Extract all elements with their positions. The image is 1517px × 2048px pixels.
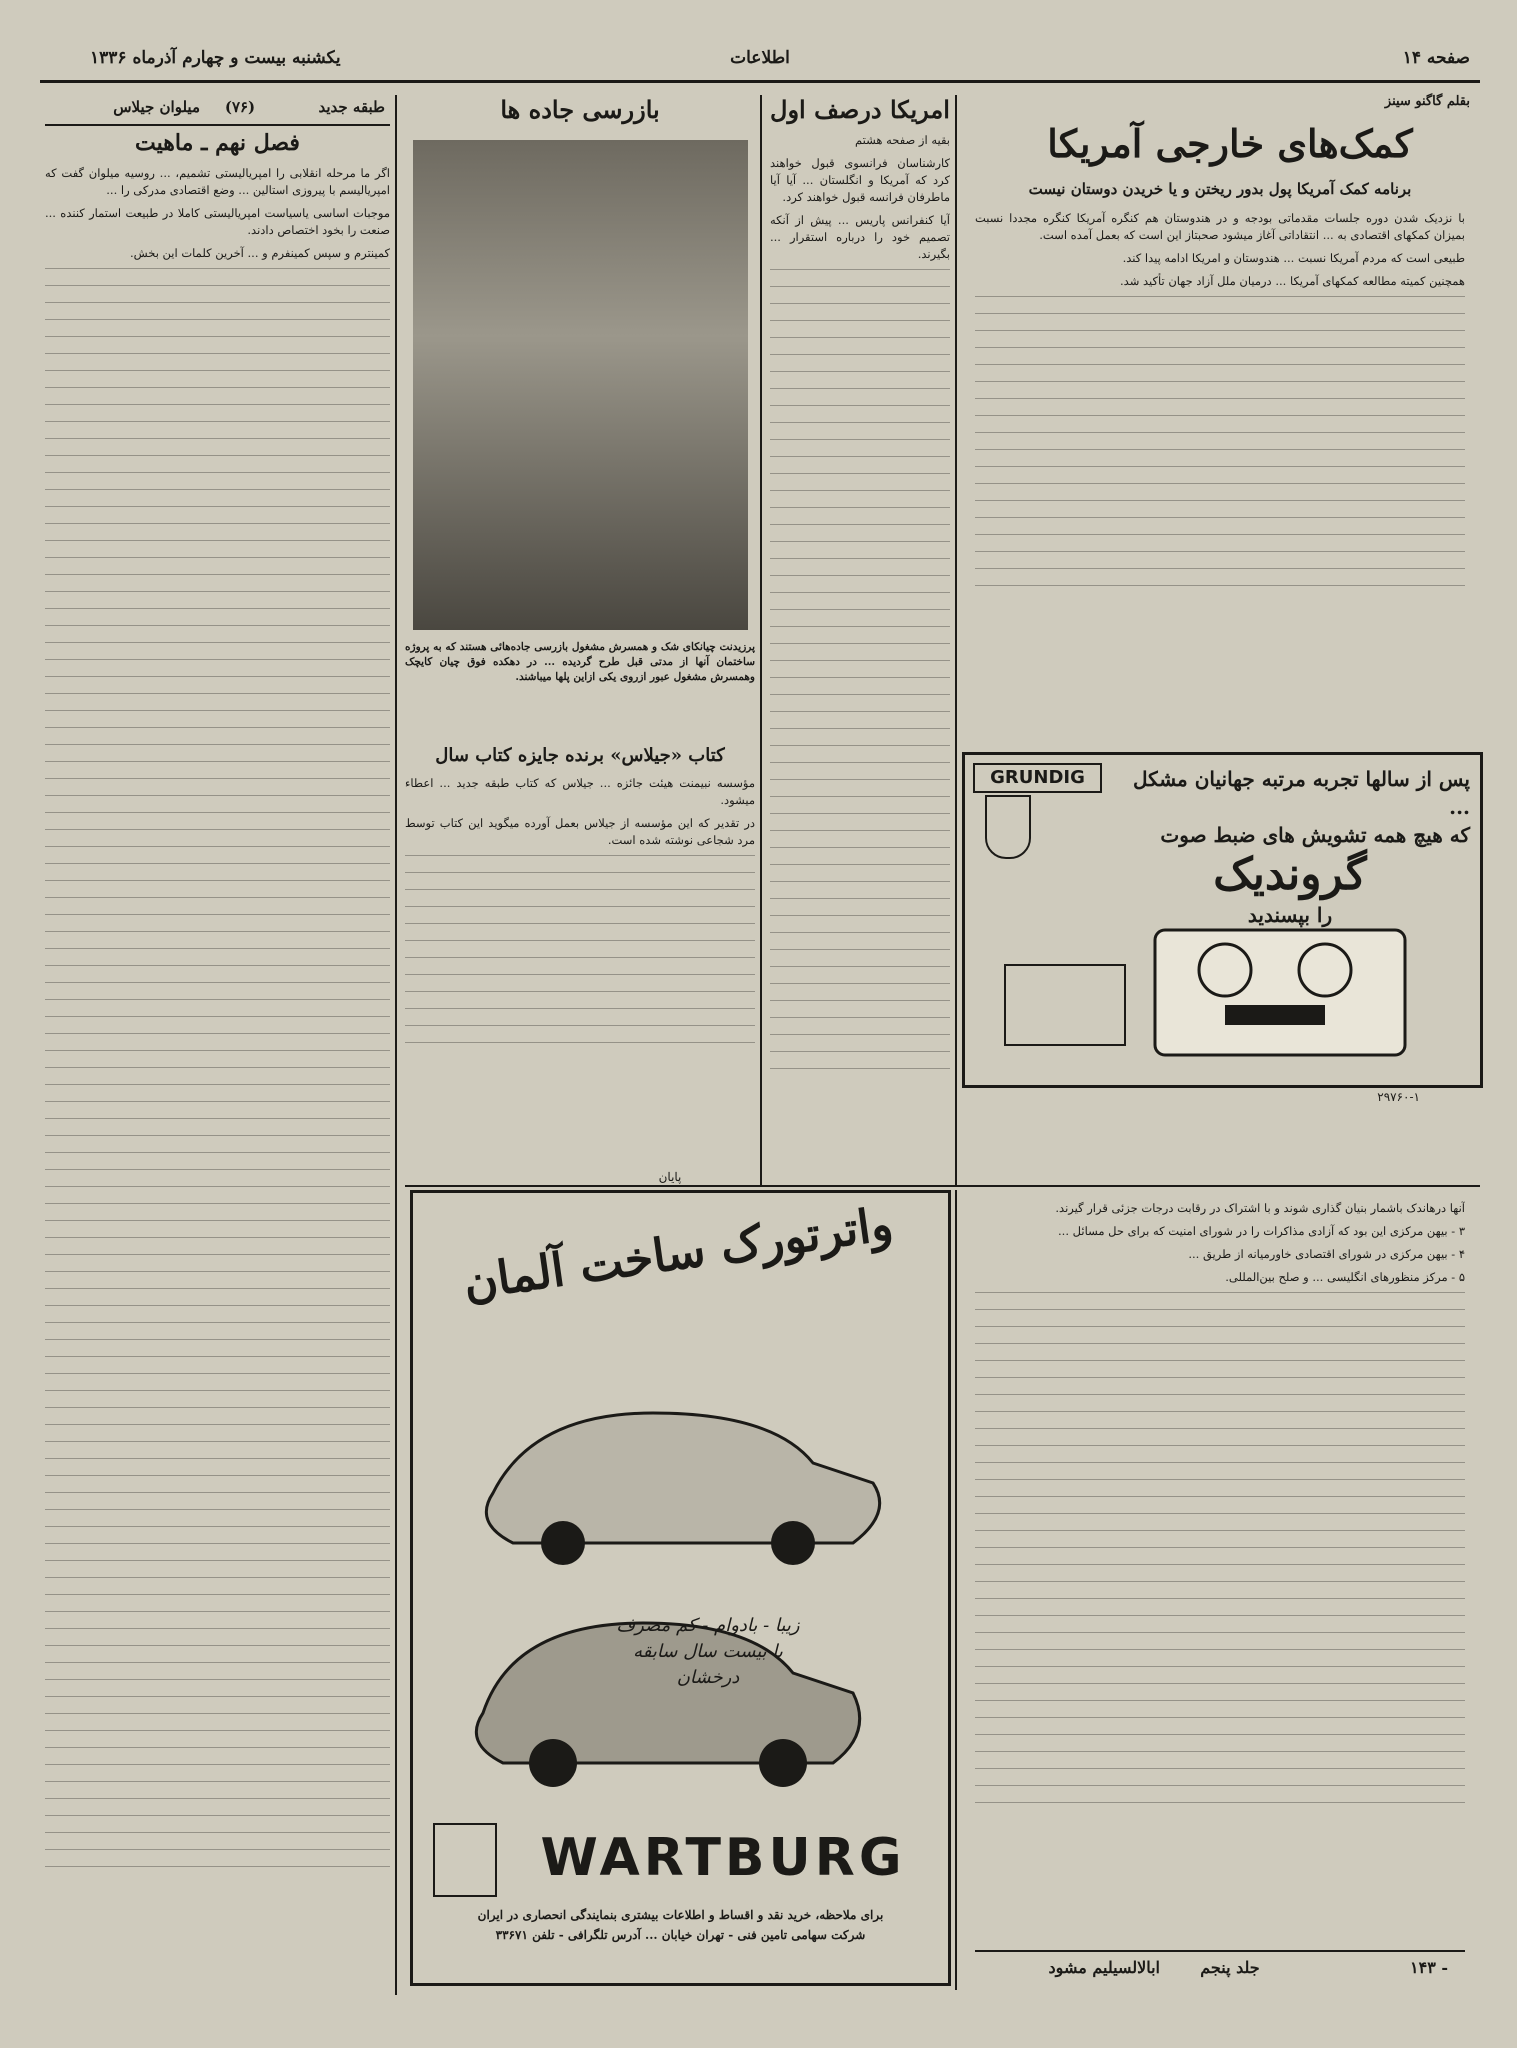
byline: بقلم گاگنو سینز	[1384, 94, 1470, 109]
headline: بازرسی جاده ها	[500, 95, 660, 124]
subheadline: کتاب «جیلاس» برنده جایزه کتاب سال	[435, 745, 725, 766]
paragraph: اگر ما مرحله انقلابی را امپریالیستی تشمیم، ... روسیه میلوان گفت که امپریالیسم با پیروزی استالین ... وضع اقتصادی مدرکی را ...	[45, 166, 390, 197]
text-block	[770, 269, 950, 1069]
ad-headline: واترتورک ساخت آلمان	[460, 1196, 896, 1310]
tagline: زیبا - بادوام - کم مصرف	[616, 1615, 800, 1636]
article-body	[975, 210, 1465, 730]
header-rule	[40, 80, 1480, 83]
photo-caption: پرزیدنت چیانکای شک و همسرش مشغول بازرسی جاده‌هائی هستند که به پروژه ساختمان آنها از مدتی قبل طرح گردیده ... در دهکده فوق چیان کایچک وهمسرش مشغول عبور ازروی یکی ازاین پلها میباشند.	[405, 641, 755, 683]
paragraph: مؤسسه نبیمنت هیئت جائزه ... جیلاس که کتاب طبقه جدید ... اعطاء میشود.	[405, 776, 755, 807]
subheadline: برنامه کمک آمریکا پول بدور ریختن و یا خریدن دوستان نیست	[1028, 180, 1412, 198]
paragraph: آنها درهاندک باشمار بنیان گذاری شوند و با اشتراک در رقابت درجات جزئی قرار گیرند.	[1055, 1201, 1465, 1215]
wartburg-ad	[410, 1190, 951, 1986]
rule	[405, 1185, 1480, 1187]
rule	[45, 124, 390, 126]
author-name: میلوان جیلاس	[113, 98, 200, 116]
lower-right-article	[975, 1200, 1465, 1920]
serial-number: (۷۶)	[224, 98, 256, 116]
ad-line: را بپسندید	[1247, 903, 1333, 927]
paragraph: آیا کنفرانس پاریس ... پیش از آنکه تصمیم خود را درباره استقرار ... بگیرند.	[770, 213, 950, 261]
paragraph: بقیه از صفحه هشتم	[855, 133, 950, 147]
shield-icon	[985, 795, 1031, 859]
article-body	[405, 775, 755, 1175]
paragraph: با نزدیک شدن دوره جلسات مقدماتی بودجه و در هندوستان هم کنگره آمریکا کنگره مجددا نسبت بمیزان کمکهای اقتصادی به ... انتقاداتی آغاز میشود صحبتاز این است که بعمل آمده است.	[975, 211, 1465, 242]
footer-volume: جلد پنجم	[1200, 1958, 1260, 1977]
page-number: صفحه ۱۴	[1402, 48, 1470, 68]
dealer-line: شرکت سهامی تامین فنی - تهران خیابان ... آدرس تلگرافی - تلفن ۳۳۶۷۱	[495, 1928, 866, 1942]
paragraph: کارشناسان فرانسوی قبول خواهند کرد که آمریکا و انگلستان ... آیا آیا ماطرفان فرانسه قبول خواهند کرد.	[770, 156, 950, 204]
car-illustration	[453, 1353, 903, 1813]
brand-logo: GRUNDIG	[973, 763, 1102, 793]
paper-name: اطلاعات	[730, 48, 790, 68]
paragraph: ۳ - بیهن مرکزی این بود که آزادی مذاکرات را در شورای امنیت که برای حل مسائل ...	[1058, 1224, 1465, 1238]
text-block	[975, 1292, 1465, 1812]
ad-line: که هیچ همه تشویش های ضبط صوت	[1160, 823, 1470, 847]
text-block	[45, 268, 390, 1868]
headline: کمک‌های خارجی آمریکا	[1047, 121, 1413, 166]
column-rule	[955, 1190, 957, 1990]
paragraph: همچنین کمیته مطالعه کمکهای آمریکا ... درمیان ملل آزاد جهان تأکید شد.	[1120, 274, 1465, 288]
section-name: طبقه جدید	[318, 98, 385, 116]
castle-icon	[433, 1823, 497, 1897]
footer-title: ابالالسیلیم مشود	[1048, 1958, 1160, 1977]
tagline: با بیست سال سابقه درخشان	[633, 1641, 783, 1688]
paragraph: طبیعی است که مردم آمریکا نسبت ... هندوستان و امریکا ادامه پیدا کند.	[1122, 251, 1465, 265]
paragraph: ۵ - مرکز منظورهای انگلیسی ... و صلح بین‌المللی.	[1225, 1270, 1465, 1284]
tape-recorder-illustration	[985, 895, 1455, 1070]
text-block	[405, 855, 755, 1055]
article-body	[770, 132, 950, 1172]
text-block	[975, 296, 1465, 596]
column-rule	[955, 95, 957, 1185]
paragraph: ۴ - بیهن مرکزی در شورای اقتصادی خاورمیانه از طریق ...	[1188, 1247, 1465, 1261]
brand-name: گروندیک	[1213, 849, 1367, 900]
grundig-ad	[962, 752, 1483, 1088]
paragraph: کمینترم و سپس کمینفرم و ... آخرین کلمات این بخش.	[129, 246, 390, 260]
rule	[975, 1950, 1465, 1952]
ad-code: ۲۹۷۶۰-۱	[1377, 1090, 1420, 1104]
news-photo	[413, 140, 748, 630]
headline: امریکا درصف اول	[770, 95, 950, 124]
headline: فصل نهم ـ ماهیت	[135, 130, 300, 156]
column-rule	[760, 95, 762, 1185]
column-rule	[395, 95, 397, 1995]
issue-date: یکشنبه بیست و چهارم آذرماه ۱۳۳۶	[90, 48, 341, 68]
ad-line: پس از سالها تجربه مرتبه جهانیان مشکل ...	[1133, 767, 1470, 819]
brand-wordmark: WARTBURG	[540, 1828, 906, 1888]
paragraph: در تقدیر که این مؤسسه از جیلاس بعمل آورده میگوید این کتاب توسط مرد شجاعی نوشته شده است.	[405, 816, 755, 847]
article-body	[45, 165, 390, 1975]
dealer-line: برای ملاحظه، خرید نقد و اقساط و اطلاعات بیشتری بنمایندگی انحصاری در ایران	[477, 1908, 884, 1922]
paragraph: موجبات اساسی یاسیاست امپریالیستی کاملا در طبیعت استمار کننده ... صنعت را بخود اختصاص دادند.	[45, 206, 390, 237]
footer-number: ۱۴۳ -	[1410, 1958, 1448, 1977]
end-mark: پایان	[658, 1170, 682, 1184]
